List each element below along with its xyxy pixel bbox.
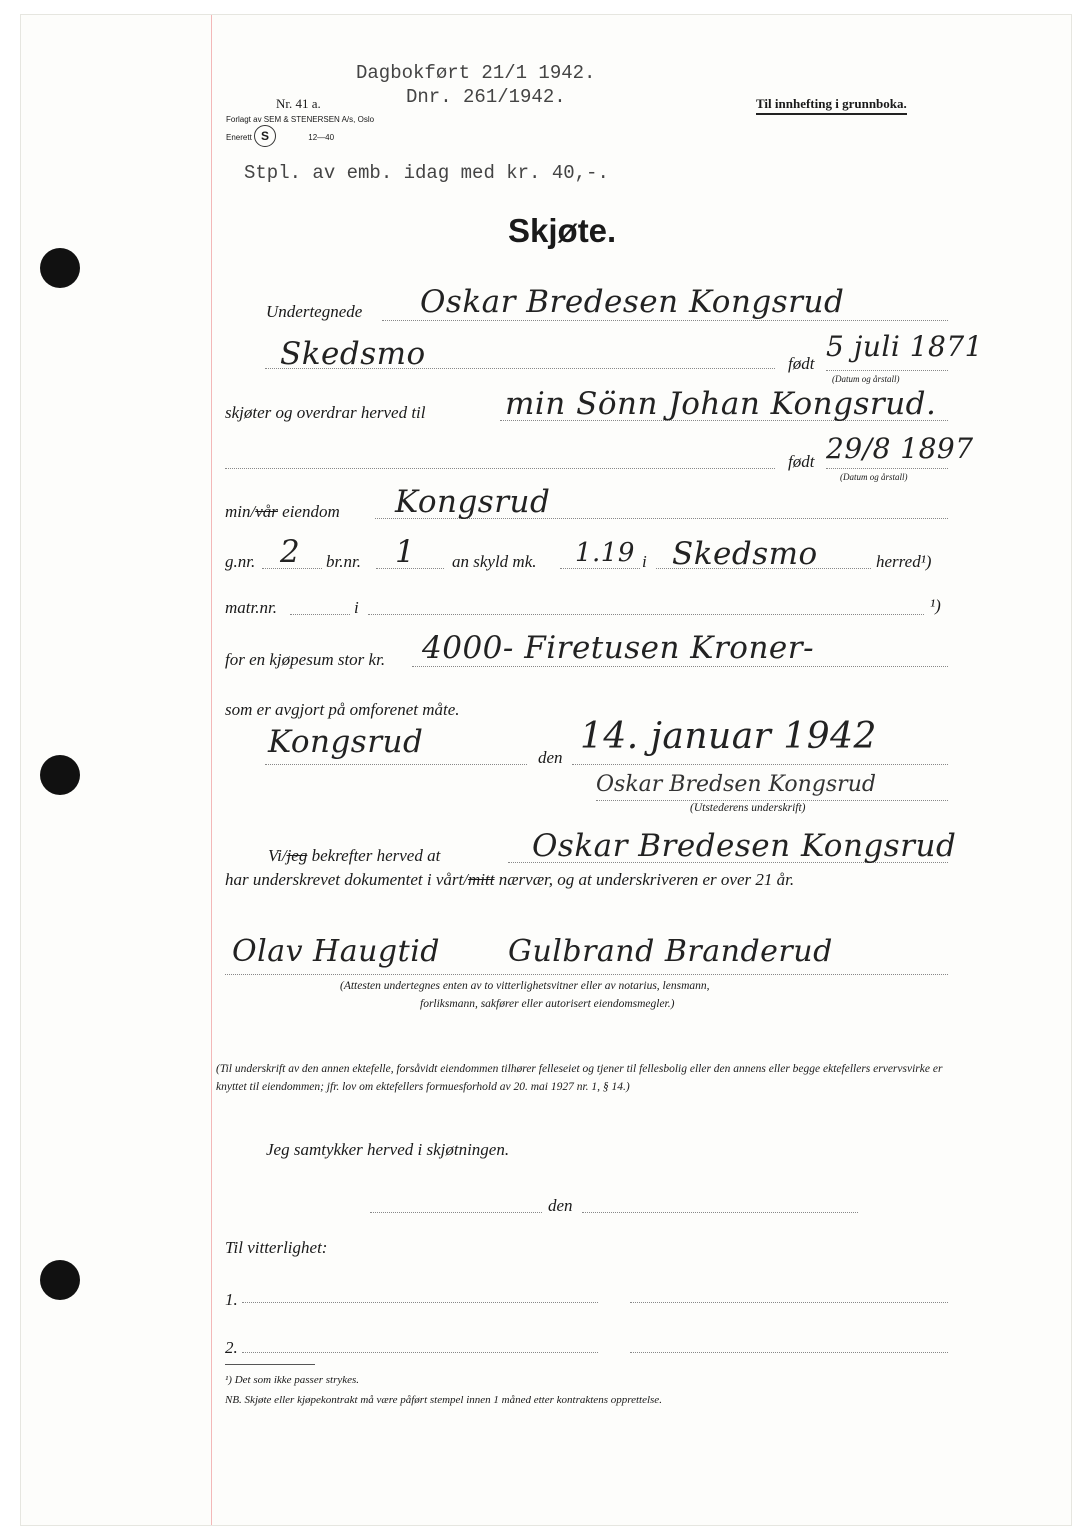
underskrevet-struck: mitt <box>467 870 495 889</box>
fill-line <box>596 800 948 801</box>
spouse-note: (Til underskrift av den annen ektefelle, forsåvidt eiendommen tilhører felleseiet og tjener til fellesbolig eller den annens eller begge ektefellers ervervsvirke er knyttet til eiendommen; jfr. lov om ektefellers formuesforhold av 20. mai 1927 nr. 1, § 14.) <box>216 1063 943 1093</box>
issuer-signature: Oskar Bredsen Kongsrud <box>596 772 876 797</box>
fill-line <box>826 468 948 469</box>
den-label-2: den <box>548 1196 573 1215</box>
witnessed-name: Oskar Bredesen Kongsrud <box>532 828 957 864</box>
fill-line <box>225 468 775 469</box>
fill-line <box>290 614 350 615</box>
issuer-hint: (Utstederens underskrift) <box>690 802 806 814</box>
undertegnede-label: Undertegnede <box>266 302 363 321</box>
gnr-value: 2 <box>280 534 301 570</box>
omforenet-text: som er avgjort på omforenet måte. <box>225 700 460 719</box>
vitterlighet-label: Til vitterlighet: <box>225 1238 328 1257</box>
brnr-value: 1 <box>395 534 416 570</box>
seller-name: Oskar Bredesen Kongsrud <box>420 284 845 320</box>
underskrevet-pre: har underskrevet dokumentet i vårt/ <box>225 870 468 889</box>
punch-hole-icon <box>40 248 80 288</box>
form-number: Nr. 41 a. <box>276 96 321 111</box>
fill-line <box>382 320 948 321</box>
fill-line <box>242 1352 598 1353</box>
den-label: den <box>538 748 563 767</box>
vi-label <box>268 846 440 866</box>
eiendom-pre: min/ <box>225 502 256 521</box>
footnote-rule <box>225 1364 315 1365</box>
publisher-name: Forlagt av SEM & STENERSEN A/s, Oslo <box>226 115 375 124</box>
datum-hint: (Datum og årstall) <box>832 374 900 384</box>
publisher-code: 12—40 <box>308 133 335 142</box>
fodt-label: født <box>788 354 815 373</box>
fill-line <box>225 974 948 975</box>
punch-hole-icon <box>40 1260 80 1300</box>
footnote-2: NB. Skjøte eller kjøpekontrakt må være påført stempel innen 1 måned etter kontraktens opprettelse. <box>225 1394 662 1406</box>
skjoter-label: skjøter og overdrar herved til <box>225 403 426 422</box>
eiendom-struck: vår <box>255 502 278 521</box>
eiendom-post: eiendom <box>282 502 340 521</box>
fodt-label-2: født <box>788 452 815 471</box>
vi-pre: Vi/ <box>268 846 287 865</box>
place-signed: Kongsrud <box>268 724 424 760</box>
publisher-logo-icon: S <box>254 125 276 147</box>
journal-stamp-line2: Dnr. 261/1942. <box>406 86 566 108</box>
journal-stamp-line1: Dagbokført 21/1 1942. <box>356 62 596 84</box>
matr-label: matr.nr. <box>225 598 277 617</box>
fill-line <box>242 1302 598 1303</box>
seller-place: Skedsmo <box>280 336 426 372</box>
underskrevet-text <box>225 870 794 890</box>
witness-2-label: 2. <box>225 1338 238 1357</box>
brnr-label: br.nr. <box>326 552 361 571</box>
fill-line <box>265 764 527 765</box>
skyld-value: 1.19 <box>575 538 635 568</box>
fill-line <box>582 1212 858 1213</box>
skyld-label: an skyld mk. <box>452 552 537 571</box>
vi-struck: jeg <box>286 846 308 865</box>
herred-name: Skedsmo <box>672 536 818 572</box>
margin-rule <box>211 15 212 1525</box>
price-value: 4000- Firetusen Kroner- <box>422 630 815 666</box>
consent-text: Jeg samtykker herved i skjøtningen. <box>266 1140 510 1159</box>
date-signed: 14. januar 1942 <box>580 716 877 757</box>
vi-post: bekrefter herved at <box>311 846 441 865</box>
matr-footref: ¹) <box>930 596 941 615</box>
underskrevet-post: nærvær, og at underskriveren er over 21 år. <box>498 870 795 889</box>
fill-line <box>630 1352 948 1353</box>
fill-line <box>368 614 924 615</box>
fill-line <box>826 370 948 371</box>
stamp-duty-line: Stpl. av emb. idag med kr. 40,-. <box>244 162 609 184</box>
witness-1-label: 1. <box>225 1290 238 1309</box>
price-label: for en kjøpesum stor kr. <box>225 650 386 669</box>
publisher-rights: Enerett <box>226 133 252 142</box>
eiendom-label <box>225 502 340 522</box>
seller-birthdate: 5 juli 1871 <box>826 330 983 363</box>
fill-line <box>412 666 948 667</box>
property-name: Kongsrud <box>395 484 551 520</box>
gnr-label: g.nr. <box>225 552 256 571</box>
attest-note-line1: (Attesten undertegnes enten av to vitterlighetsvitner eller av notarius, lensmann, <box>340 980 710 992</box>
herred-label: herred¹) <box>876 552 932 571</box>
punch-hole-icon <box>40 755 80 795</box>
i-label: i <box>642 552 647 571</box>
fill-line <box>370 1212 542 1213</box>
document-title: Skjøte. <box>508 212 617 249</box>
buyer-name: min Sönn Johan Kongsrud. <box>505 386 937 422</box>
matr-i-label: i <box>354 598 359 617</box>
attest-note-line2: forliksmann, sakfører eller autorisert eiendomsmegler.) <box>420 998 675 1010</box>
fill-line <box>560 568 640 569</box>
fill-line <box>572 764 948 765</box>
buyer-birthdate: 29/8 1897 <box>826 432 974 465</box>
publisher-block <box>226 115 374 147</box>
datum-hint-2: (Datum og årstall) <box>840 472 908 482</box>
witness1-signature: Olav Haugtid <box>232 934 440 969</box>
footnote-1: ¹) Det som ikke passer strykes. <box>225 1374 360 1386</box>
binding-note: Til innhefting i grunnboka. <box>756 96 907 115</box>
fill-line <box>630 1302 948 1303</box>
witness2-signature: Gulbrand Branderud <box>508 934 833 969</box>
